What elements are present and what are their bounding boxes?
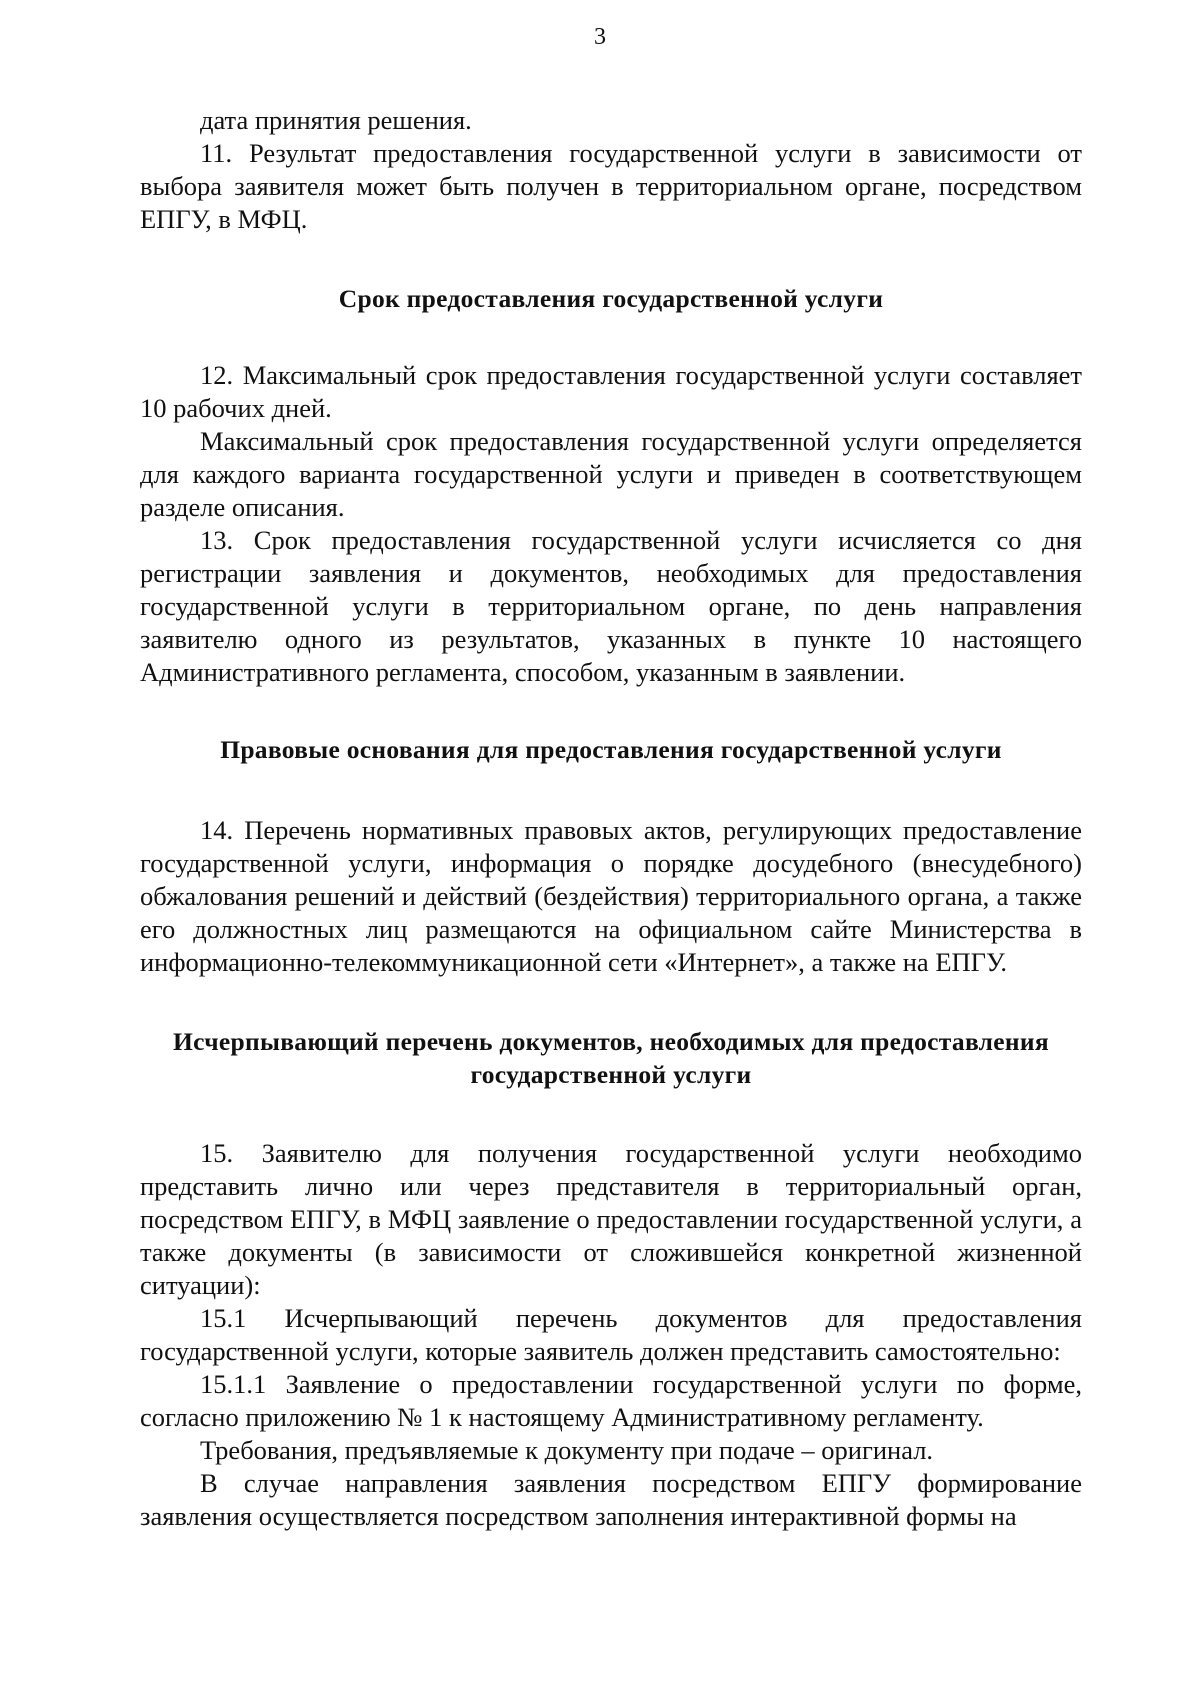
paragraph-12: 12. Максимальный срок предоставления государственной услуги составляет 10 рабочих дней. (140, 360, 1082, 423)
page-number: 3 (594, 24, 606, 50)
heading-service-term: Срок предоставления государственной услуги (338, 284, 884, 313)
paragraph-11: 11. Результат предоставления государственной услуги в зависимости от выбора заявителя может быть получен в территориальном органе, посредством ЕПГУ, в МФЦ. (140, 138, 1082, 234)
paragraph-15-1: 15.1 Исчерпывающий перечень документов для предоставления государственной услуги, которые заявитель должен представить самостоятельно: (140, 1303, 1082, 1366)
heading-documents-list-line: Исчерпывающий перечень документов, необходимых для предоставления государственной услуги (172, 1027, 1049, 1089)
paragraph-epgu-submission: В случае направления заявления посредством ЕПГУ формирование заявления осуществляется посредством заполнения интерактивной формы на (140, 1468, 1082, 1531)
heading-documents-list (140, 1025, 1082, 1091)
paragraph-12-max-term: Максимальный срок предоставления государственной услуги определяется для каждого варианта государственной услуги и приведен в соответствующем разделе описания. (140, 426, 1082, 522)
paragraph-decision-date: дата принятия решения. (200, 105, 472, 135)
paragraph-14: 14. Перечень нормативных правовых актов, регулирующих предоставление государственной услуги, информация о порядке досудебного (внесудебного) обжалования решений и действий (бездействия) территориального органа, а также его должностных лиц размещаются на официальном сайте Министерства в информационно-телекоммуникационной сети «Интернет», а также на ЕПГУ. (140, 815, 1082, 977)
paragraph-15: 15. Заявителю для получения государственной услуги необходимо представить лично или через представителя в территориальный орган, посредством ЕПГУ, в МФЦ заявление о предоставлении государственной услуги, а также документы (в зависимости от сложившейся конкретной жизненной ситуации): (140, 1138, 1082, 1300)
paragraph-requirements: Требования, предъявляемые к документу при подаче – оригинал. (200, 1435, 934, 1465)
page-body (140, 104, 1082, 1533)
paragraph-15-1-1: 15.1.1 Заявление о предоставлении государственной услуги по форме, согласно приложению № 1 к настоящему Административному регламенту. (140, 1369, 1082, 1432)
paragraph-13: 13. Срок предоставления государственной услуги исчисляется со дня регистрации заявления и документов, необходимых для предоставления государственной услуги в территориальном органе, по день направления заявителю одного из результатов, указанных в пункте 10 настоящего Административного регламента, способом, указанным в заявлении. (140, 525, 1082, 687)
heading-legal-basis: Правовые основания для предоставления государственной услуги (220, 735, 1002, 764)
